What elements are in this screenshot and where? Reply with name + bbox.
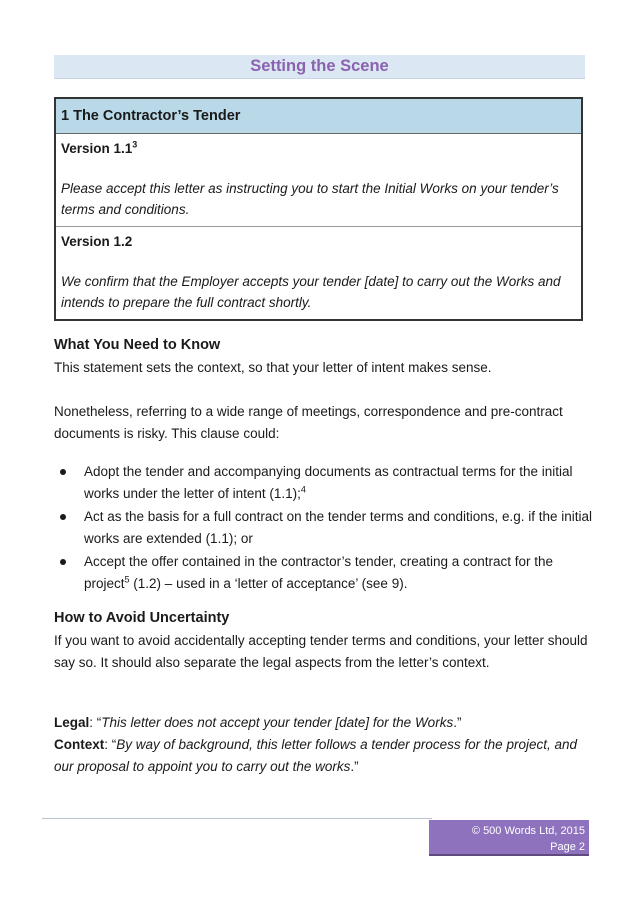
bullet-icon [60, 469, 66, 475]
version-label: Version $1.1^3$ [61, 139, 138, 156]
bullet-icon [60, 559, 66, 565]
list-item: Adopt the tender and accompanying documents as contractual terms for the initial works under the letter of intent (1.1);$^4$ [54, 461, 594, 505]
version-text: We confirm that the Employer accepts your tender [date] to carry out the Works and intends to prepare the full contract shortly. [61, 274, 561, 310]
table-title: 1 The Contractor’s Tender [56, 99, 581, 134]
paragraph: If you want to avoid accidentally accepting tender terms and conditions, your letter should say so. It should also separate the legal aspects from the letter’s context. [54, 633, 588, 670]
list-item: Accept the offer contained in the contractor’s tender, creating a contract for the project$^5$ (1.2) – used in a ‘letter of acceptance’ (see 9). [54, 551, 594, 595]
risk-bullet-list [54, 461, 594, 596]
version-1-2-block [56, 226, 581, 319]
footer-badge [429, 820, 589, 856]
paragraph: This statement sets the context, so that your letter of intent makes sense. [54, 360, 492, 375]
page-number: Page 2 [550, 841, 585, 853]
footer-divider [42, 818, 432, 819]
footnote-ref: 3 [132, 139, 138, 150]
footnote-ref: 4 [300, 484, 306, 495]
context-example: Context: “By way of background, this letter follows a tender process for the project, and our proposal to appoint you to carry out the works.” [54, 737, 577, 774]
tender-clause-table [54, 97, 583, 321]
legal-example: Legal: “This letter does not accept your tender [date] for the Works.” [54, 715, 462, 730]
paragraph: Nonetheless, referring to a wide range of meetings, correspondence and pre-contract documents is risky. This clause could: [54, 404, 563, 441]
legal-context-examples [54, 712, 589, 778]
section-heading-what-you-need: What You Need to Know [54, 337, 221, 353]
copyright-text: © 500 Words Ltd, 2015 [471, 825, 585, 837]
list-item: Act as the basis for a full contract on the tender terms and conditions, e.g. if the initial works are extended (1.1); or [54, 506, 594, 550]
version-label: Version 1.2 [61, 234, 133, 249]
bullet-icon [60, 514, 66, 520]
version-text: Please accept this letter as instructing you to start the Initial Works on your tender’s terms and conditions. [61, 181, 559, 217]
section-heading-avoid-uncertainty: How to Avoid Uncertainty [54, 610, 230, 626]
footnote-ref: 5 [124, 574, 130, 585]
version-1-1-block [56, 134, 581, 226]
page-title-banner [54, 55, 585, 79]
page-title: Setting the Scene [250, 57, 389, 75]
